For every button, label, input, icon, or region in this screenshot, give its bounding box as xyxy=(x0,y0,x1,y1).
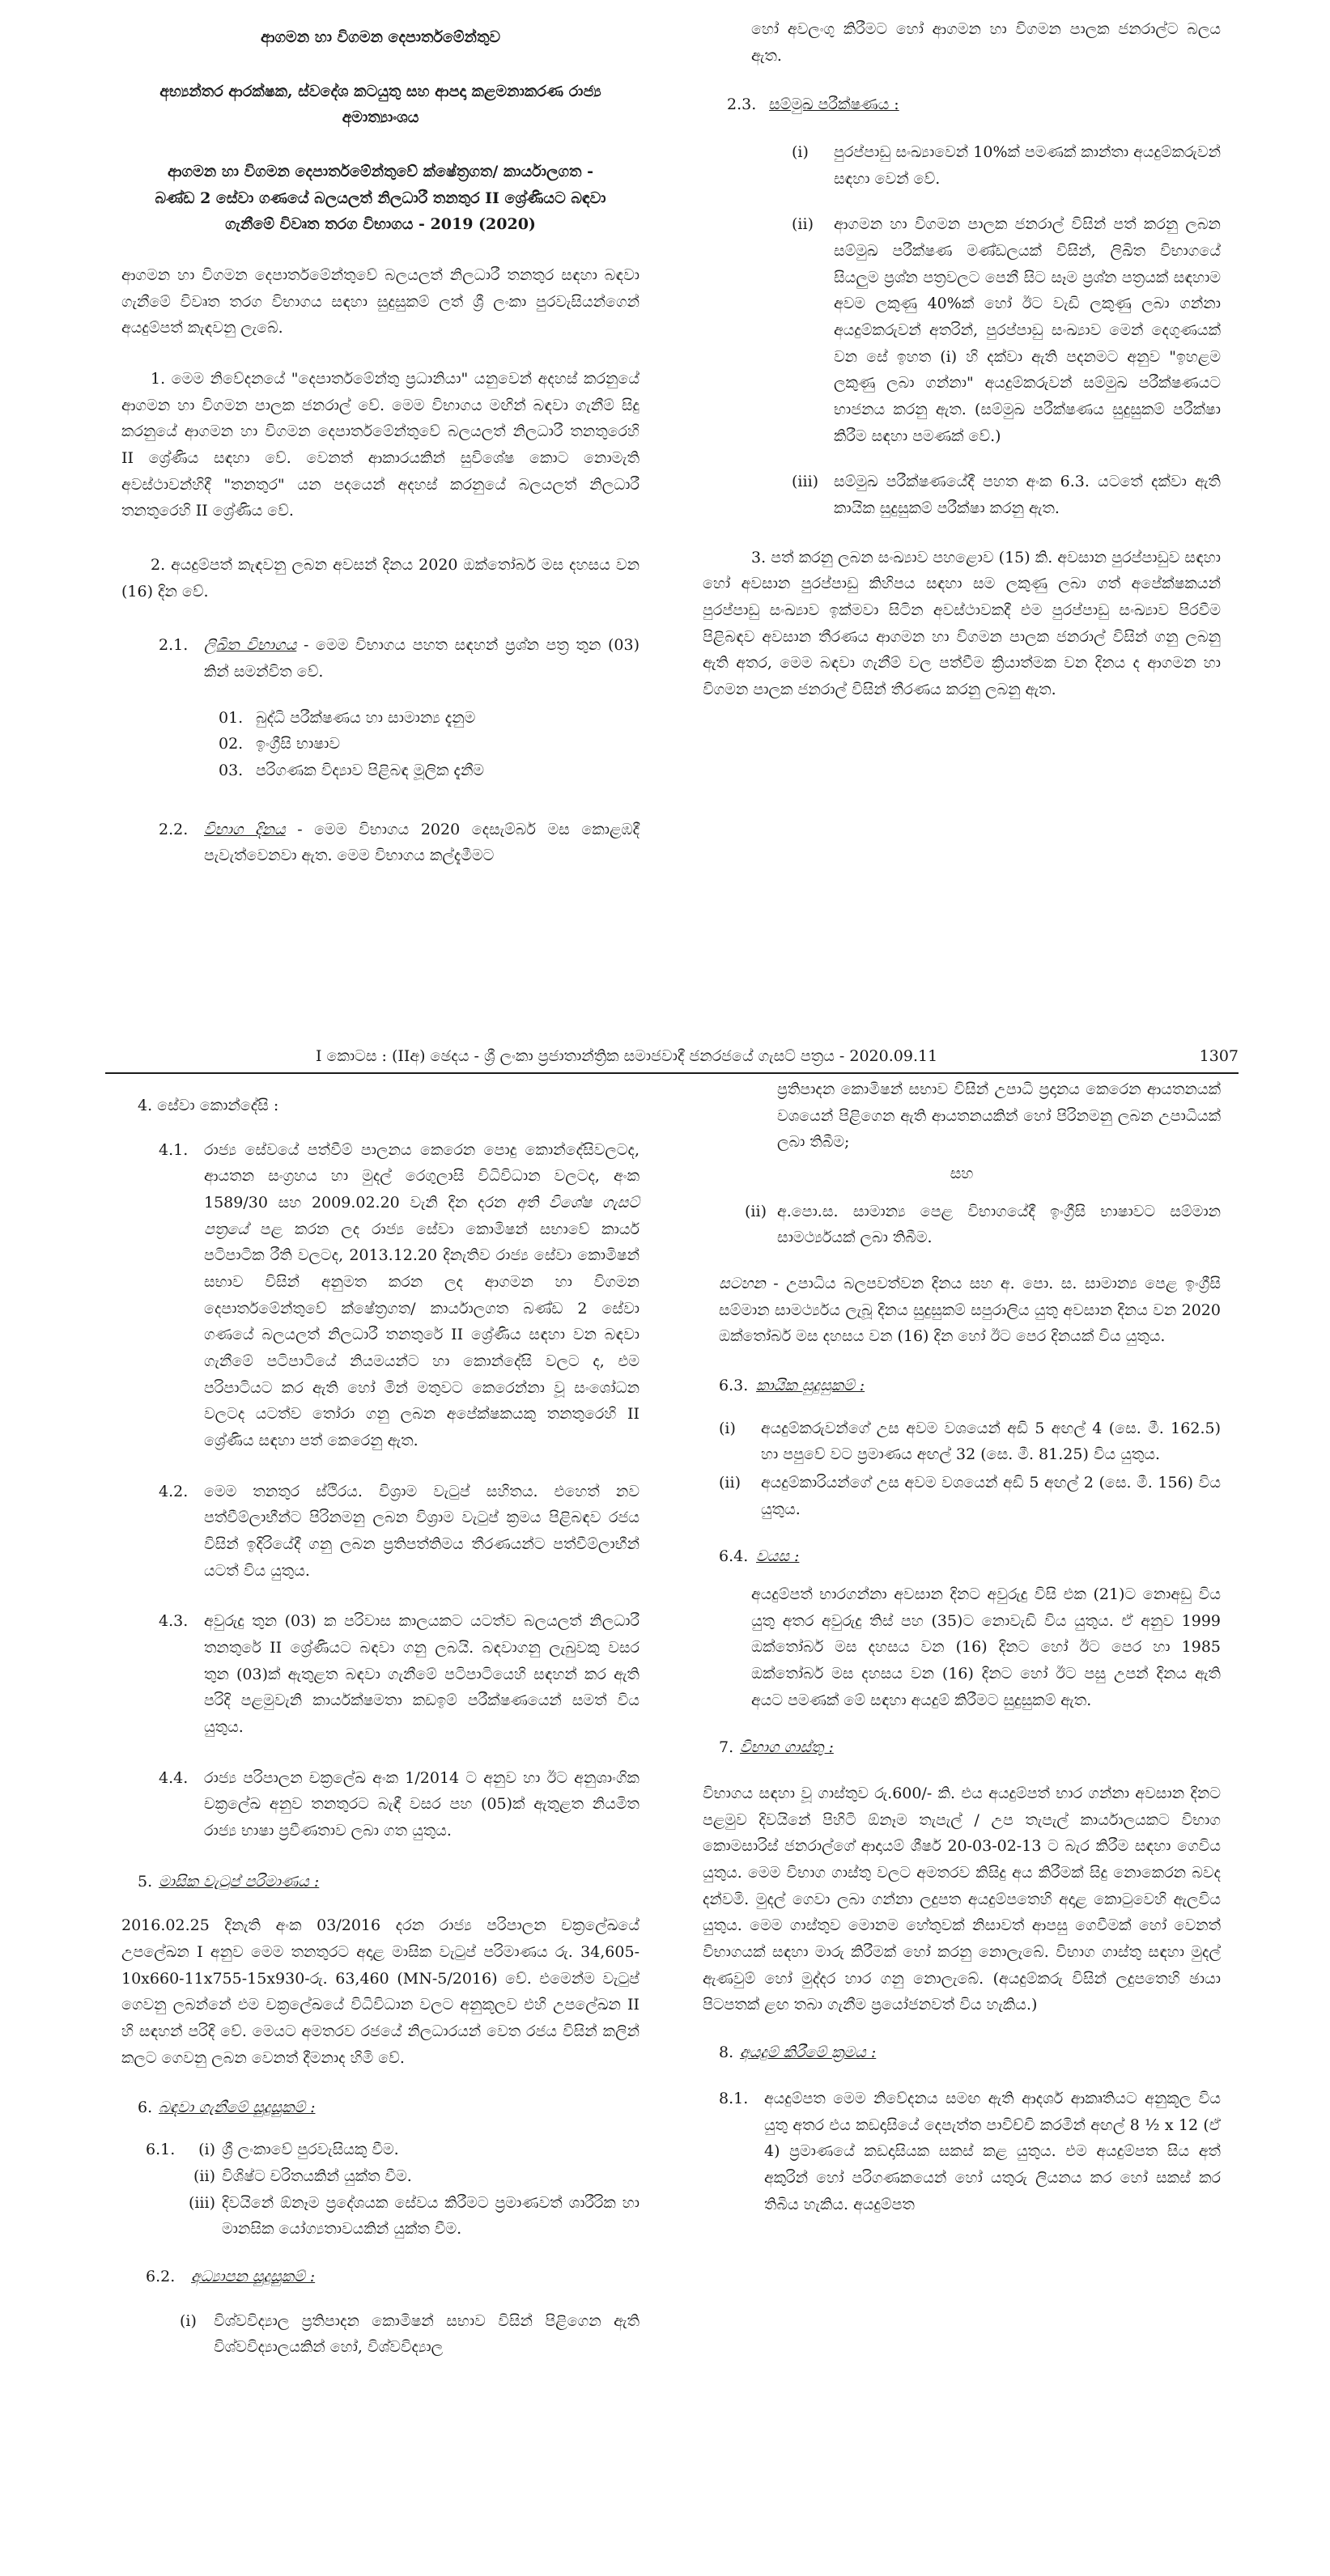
subject-name: ඉංග්‍රීසි භාෂාව xyxy=(256,735,340,753)
section-4-1-text xyxy=(204,1137,640,1454)
item-text: පුරප්පාඩු සංඛ්‍යාවෙන් 10%ක් පමණක් කාන්තා අයදුම්කරුවන් සඳහා වෙන් වේ. xyxy=(834,143,1221,188)
exam-date-heading: විභාග දිනය xyxy=(204,820,286,838)
section-8-1 xyxy=(719,2086,1221,2217)
application-method-heading: අයදුම් කිරීමේ ක්‍රමය : xyxy=(740,2043,877,2062)
section-5-number: 5. xyxy=(138,1872,153,1891)
salary-scale-heading: මාසික වැටුප් පරිමාණය : xyxy=(159,1872,320,1891)
page-number: 1307 xyxy=(1199,1047,1239,1065)
written-exam-description: - මෙම විභාගය පහත සඳහන් ප්‍රශ්න පත්‍ර තුන (03) කින් සමන්විත වේ. xyxy=(204,636,640,681)
section-4-3 xyxy=(159,1608,640,1740)
section-7-heading xyxy=(719,1734,1221,1761)
subject-number: 03. xyxy=(219,762,244,780)
subject-number: 01. xyxy=(219,708,244,727)
item-number: (iii) xyxy=(188,2193,215,2212)
top-right-column xyxy=(703,16,1221,703)
list-item xyxy=(180,2190,640,2243)
section-8-1-number: 8.1. xyxy=(719,2089,749,2107)
conjunction-and: සහ xyxy=(950,1165,974,1183)
section-7-number: 7. xyxy=(719,1738,734,1757)
section-6-2-ii xyxy=(745,1199,1221,1251)
section-4-heading: 4. සේවා කොන්දේසි : xyxy=(138,1097,279,1114)
note xyxy=(719,1271,1221,1350)
interview-items xyxy=(792,139,1221,522)
section-6-3-list xyxy=(719,1415,1221,1523)
continued-text: හෝ අවලංගු කිරීමට හෝ ආගමන හා විගමන පාලක ජනරාල්ට බලය ඇත. xyxy=(751,20,1221,65)
ministry-name: අභ්‍යන්තර ආරක්ෂක, ස්වදේශ කටයුතු සහ ආපදා කළමනාකරණ රාජ්‍ය අමාත්‍යාංශය xyxy=(159,82,601,127)
item-text: අ.පො.ස. සාමාන්‍ය පෙළ විභාගයේදී ඉංග්‍රීසි භාෂාවට සම්මාන සාමර්ථ්‍යයක් ලබා තිබීම. xyxy=(777,1202,1221,1247)
section-6-4-text: අයදුම්පත් භාරගන්නා අවසාන දිනට අවුරුදු විසි එක (21)ට නොඅඩු විය යුතු අතර අවුරුදු තිස් පහ (35)ට නොවැඩි විය යුතුය. ඒ අනුව 1999 ඔක්තෝබර් මස දහසය වන (16) දිනට හෝ ඊට පෙර හා 1985 ඔක්තෝබර් මස දහසය වන (16) දිනට හෝ ඊට පසු උපන් දිනය ඇති අයට පමණක් මේ සඳහා අයදුම් කිරීමට සුදුසුකම් ඇත. xyxy=(751,1585,1221,1709)
section-2-1 xyxy=(159,632,640,685)
section-6-heading xyxy=(138,2094,640,2121)
section-4-3-text: අවුරුදු තුන (03) ක පරිවාස කාලයකට යටත්ව බලයලත් නිලධාරී තනතුරේ II ශ්‍රේණියට බඳවා ගනු ලබයි. බඳවාගනු ලැබුවකු වසර තුන (03)ක් ඇතුළත බඳවා ගැනීමේ පටිපාටියෙහි සඳහන් කර ඇති පරිදි පළමුවැනි කාර්යක්ෂමතා කඩඉම් පරීක්ෂණයෙන් සමත් විය යුතුය. xyxy=(204,1612,640,1737)
section-6-number: 6. xyxy=(138,2098,153,2116)
section-4-4-number: 4.4. xyxy=(159,1768,189,1787)
section-6-2-heading xyxy=(146,2264,640,2290)
item-number: (ii) xyxy=(193,2166,215,2185)
paragraph-2: 2. අයදුම්පත් කැඳවනු ලබන අවසන් දිනය 2020 ඔක්තෝබර් මස දහසය වන (16) දින වේ. xyxy=(121,556,640,601)
item-text: ආගමන හා විගමන පාලක ජනරාල් විසින් පත් කරනු ලබන සම්මුඛ පරීක්ෂණ මණ්ඩලයක් විසින්, ලිඛිත විභාගයේ සියලුම ප්‍රශ්න පත්‍රවලට පෙනී සිට සෑම ප්‍රශ්න පත්‍රයක් සඳහාම අවම ලකුණු 40%ක් හෝ ඊට වැඩි ලකුණු ලබා ගන්නා අයදුම්කරුවන් අතරින්, පුරප්පාඩු සංඛ්‍යාව මෙන් දෙගුණයක් වන සේ ඉහත (i) හි දක්වා ඇති පදනමට අනුව "ඉහළම ලකුණු ලබා ගන්නා" අයදුම්කරුවන් සම්මුඛ පරීක්ෂණයට භාජනය කරනු ඇත. (සම්මුඛ පරීක්ෂණය සුදුසුකම් පරීක්ෂා කිරීම සඳහා පමණක් වේ.) xyxy=(834,215,1221,445)
list-item xyxy=(719,1415,1221,1468)
section-4-1-part-a: රාජ්‍ය සේවයේ පත්වීම් පාලනය කෙරෙන පොදු කොන්දේසිවලටද, ආයතන සංග්‍රහය හා මුදල් රෙගුලාසි විධිවිධාන වලටද, අංක 1589/30 සහ 2009.02.20 වැනි දින දරන xyxy=(204,1140,640,1212)
section-5-text: 2016.02.25 දිනැති අංක 03/2016 දරන රාජ්‍ය පරිපාලන චක්‍රලේඛයේ උපලේඛන I අනුව මෙම තනතුරට අදාළ මාසික වැටුප් පරිමාණය රු. 34,605-10x660-11x755-15x930-රු. 63,460 (MN-5/2016) වේ. එමෙන්ම වැටුප් ගෙවනු ලබන්නේ එම චක්‍රලේඛයේ විධිවිධාන වලට අනුකූලව එහි උපලේඛන II හි සඳහන් පරිදි වේ. මෙයට අමතරව රජයේ නිලධාරයන් වෙත රජය විසින් කලින් කලට ගෙවනු ලබන වෙනත් දීමනාද හිමි වේ. xyxy=(121,1916,640,2067)
section-6-3-number: 6.3. xyxy=(719,1377,749,1395)
list-item xyxy=(719,1470,1221,1522)
section-8-1-text: අයදුම්පත මෙම නිවේදනය සමඟ ඇති ආදර්ශ ආකෘතියට අනුකූල විය යුතු අතර එය කඩදාසියේ දෙපැත්ත පාවිච්චි කරමින් අඟල් 8 ½ x 12 (ඒ 4) ප්‍රමාණයේ කඩදාසියක සකස් කළ යුතුය. එම අයදුම්පත සිය අත් අකුරින් හෝ පරිගණකයෙන් හෝ යතුරු ලියනය කර හෝ සකස් කර තිබිය හැකිය. අයදුම්පත xyxy=(764,2089,1221,2213)
item-number: (i) xyxy=(792,143,809,162)
section-6-1-number: 6.1. xyxy=(146,2141,176,2159)
section-4-2-text: මෙම තනතුර ස්ථිරය. විශ්‍රාම වැටුප් සහිතය. එහෙත් නව පත්වීම්ලාභීන්ට පිරිනමනු ලබන විශ්‍රාම වැටුප් ක්‍රමය පිළිබඳව රජය විසින් ඉදිරියේදී ගනු ලබන ප්‍රතිපත්තිමය තීරණයන්ට පත්වීම්ලාභීන් යටත් විය යුතුය. xyxy=(204,1482,640,1580)
list-item xyxy=(792,139,1221,192)
item-text: විශිෂ්ට චරිතයකින් යුක්ත වීම. xyxy=(222,2166,412,2185)
section-6-1-list xyxy=(180,2137,640,2243)
section-2-1-text xyxy=(204,632,640,685)
section-4-1-part-b: පළ කරන ලද රාජ්‍ය සේවා කොමිෂන් සභාවේ කාර්ය පටිපාටික රීති වලටද, 2013.12.20 දිනැතිව රාජ්‍ය සේවා කොමිෂන් සභාව විසින් අනුමත කරන ලද ආගමන හා විගමන දෙපාර්තමේන්තුවේ ක්ෂේත්‍රගත/ කාර්යාලගත බණ්ඩ 2 සේවා ගණයේ බලයලත් නිලධාරී තනතුරේ II ශ්‍රේණිය සඳහා වන බඳවා ගැනීමේ පටිපාටියේ නියමයන්ට හා කොන්දේසි වලට ද, එම පරිපාටියට කර ඇති හෝ මින් මතුවට කෙරෙන්නා වූ සංශෝධන වලටද යටත්ව තෝරා ගනු ලබන අපේක්ෂකයකු තනතුරෙහි II ශ්‍රේණිය සඳහා පත් කෙරෙනු ඇත. xyxy=(204,1220,640,1450)
list-item xyxy=(180,2137,640,2163)
note-text xyxy=(719,1271,1221,1350)
interview-heading: සම්මුඛ පරීක්ෂණය : xyxy=(769,95,899,114)
item-text: ශ්‍රී ලංකාවේ පුරවැසියකු වීම. xyxy=(222,2141,399,2159)
section-6-4-heading xyxy=(719,1543,1221,1570)
exam-date-description: - මෙම විභාගය 2020 දෙසැම්බර් මස කොළඹදී පැවැත්වෙනවා ඇත. මෙම විභාගය කල්දැමීමට xyxy=(204,820,640,865)
education-heading: අධ්‍යාපන සුදුසුකම් : xyxy=(191,2267,316,2285)
section-6-3-heading xyxy=(719,1373,1221,1399)
section-4-2 xyxy=(159,1479,640,1585)
section-8-number: 8. xyxy=(719,2043,734,2062)
note-body: - උපාධිය බලපවත්වන දිනය සහ අ. පො. ස. සාමාන්‍ය පෙළ ඉංග්‍රීසි සම්මාන සාමර්ථ්‍යය ලැබූ දිනය සුදුසුකම් සපුරාලිය යුතු අවසාන දිනය වන 2020 ඔක්තෝබර් මස දහසය වන (16) දින හෝ ඊට පෙර දිනයක් විය යුතුය. xyxy=(719,1275,1221,1346)
top-left-column xyxy=(121,24,640,869)
list-item xyxy=(219,731,640,758)
section-6-2-i xyxy=(180,2308,640,2361)
intro-paragraph: ආගමන හා විගමන දෙපාර්තමේන්තුවේ බලයලත් නිලධාරී තනතුර සඳහා බඳවා ගැනීමේ විවෘත තරග විභාගය සඳහා සුදුසුකම් ලත් ශ්‍රී ලංකා පුරවැසියන්ගෙන් අයදුම්පත් කැඳවනු ලැබේ. xyxy=(121,266,640,337)
item-text: විශ්වවිද්‍යාල ප්‍රතිපාදන කොමිෂන් සභාව විසින් පිළිගෙන ඇති විශ්වවිද්‍යාලයකින් හෝ, විශ්වවිද්‍යාල xyxy=(214,2311,640,2357)
section-7-text: විභාගය සඳහා වූ ගාස්තුව රු.600/- කි. එය අයදුම්පත් භාර ගන්නා අවසාන දිනට පළමුව දිවයිනේ පිහිටි ඕනෑම තැපැල් / උප තැපැල් කාර්යාලයකට විභාග කොමසාරිස් ජනරාල්ගේ ආදායම් ශීර්ෂ 20-03-02-13 ට බැර කිරීම සඳහා ගෙවිය යුතුය. මෙම විභාග ගාස්තු වලට අමතරව කිසිදු අය කිරීමක් සිදු නොකෙරන බවද දන්වමි. මුදල් ගෙවා ලබා ගන්නා ලදුපත අයදුම්පතෙහි අදාළ කොටුවෙහි ඇලවිය යුතුය. මෙම ගාස්තුව මොනම හේතුවක් නිසාවත් ආපසු ගෙවීමක් හෝ වෙනත් විභාගයක් සඳහා මාරු කිරීමක් හෝ කරනු නොලැබේ. විභාග ගාස්තු සඳහා මුදල් ඇණවුම් හෝ මුද්දර හාර ගනු නොලැබේ. (අයදුම්කරු විසින් ලදුපතෙහි ඡායා පිටපතක් ළඟ තබා ගැනීම ප්‍රයෝජනවත් විය හැකිය.) xyxy=(703,1785,1221,2014)
qualifications-heading: බඳවා ගැනීමේ සුදුසුකම් : xyxy=(159,2098,316,2116)
section-8-heading xyxy=(719,2039,1221,2066)
section-6-2-number: 6.2. xyxy=(146,2267,176,2285)
section-2-2 xyxy=(159,817,640,869)
list-item xyxy=(219,758,640,784)
section-2-2-text xyxy=(204,817,640,869)
section-2-1-number: 2.1. xyxy=(159,636,189,655)
section-4-3-number: 4.3. xyxy=(159,1612,189,1631)
subject-name: බුද්ධි පරීක්ෂණය හා සාමාන්‍ය දැනුම xyxy=(256,708,476,727)
item-number: (i) xyxy=(719,1419,736,1437)
age-heading: වයස : xyxy=(756,1547,800,1566)
subject-name: පරිගණක විද්‍යාව පිළිබඳ මූලික දැනීම xyxy=(256,762,485,780)
subject-number: 02. xyxy=(219,735,244,753)
item-text: අයදුම්කරුවන්ගේ උස අවම වශයෙන් අඩි 5 අඟල් 4 (සෙ. මී. 162.5) හා පපුවේ වට ප්‍රමාණය අඟල් 32 (සෙ. මී. 81.25) විය යුතුය. xyxy=(761,1419,1221,1464)
section-4-4 xyxy=(159,1765,640,1844)
item-number: (iii) xyxy=(792,473,819,491)
gazette-title: I කොටස : (IIඅ) ඡෙදය - ශ්‍රී ලංකා ප්‍රජාතාන්ත්‍රික සමාජවාදී ජනරජයේ ගැසට් පත්‍රය - 2020.09.11 xyxy=(316,1047,938,1065)
list-item xyxy=(792,469,1221,521)
bottom-right-column xyxy=(703,1076,1221,2217)
gazette-header xyxy=(105,1040,1239,1074)
section-2-2-number: 2.2. xyxy=(159,820,189,838)
subject-list xyxy=(219,705,640,784)
list-item xyxy=(219,705,640,732)
item-text: අයදුම්කාරියන්ගේ උස අවම වශයෙන් අඩි 5 අඟල් 2 (සෙ. මී. 156) විය යුතුය. xyxy=(761,1474,1221,1518)
item-number: (ii) xyxy=(719,1474,741,1492)
section-4-4-text: රාජ්‍ය පරිපාලන චක්‍රලේඛ අංක 1/2014 ට අනුව හා ඊට අනුශාංගික චක්‍රලේඛ අනුව තනතුරට බැඳී වසර පහ (05)ක් ඇතුළත නියමිත රාජ්‍ය භාෂා ප්‍රවීණතාව ලබා ගත යුතුය. xyxy=(204,1768,640,1840)
item-number: (i) xyxy=(180,2311,197,2330)
item-number: (i) xyxy=(198,2141,215,2159)
item-number: (ii) xyxy=(745,1202,767,1220)
item-number: (ii) xyxy=(792,215,814,234)
paragraph-1: 1. මෙම නිවේදනයේ "දෙපාර්තමේන්තු ප්‍රධානියා" යනුවෙන් අදහස් කරනුයේ ආගමන හා විගමන පාලක ජනරාල් වේ. මෙම විභාගය මඟින් බඳවා ගැනීම් සිදු කරනුයේ ආගමන හා විගමන දෙපාර්තමේන්තුවේ බලයලත් නිලධාරී තනතුරෙහි II ශ්‍රේණිය සඳහා වේ. වෙනත් ආකාරයකින් සුවිශේෂ කොට නොමැති අවස්ථාවන්හිදී "තනතුර" යන පදයෙන් අදහස් කරනුයේ බලයලත් නිලධාරී තනතුරෙහි II ශ්‍රේණිය වේ. xyxy=(121,370,640,520)
written-exam-heading: ලිඛිත විභාගය xyxy=(204,636,297,655)
list-item xyxy=(180,2163,640,2190)
list-item xyxy=(792,211,1221,449)
section-6-2-continued: ප්‍රතිපාදන කොමිෂන් සභාව විසින් උපාධි ප්‍රදානය කෙරෙන ආයතනයක් වශයෙන් පිළිගෙන ඇති ආයතනයකින් හෝ පිරිනමනු ලබන උපාධියක් ලබා තිබීම; xyxy=(777,1080,1221,1152)
department-name: ආගමන හා විගමන දෙපාර්තමේන්තුව xyxy=(260,28,501,46)
exam-title: ආගමන හා විගමන දෙපාර්තමේන්තුවේ ක්ෂේත්‍රගත/ කාර්යාලගත - බණ්ඩ 2 සේවා ගණයේ බලයලත් නිලධාරී තනතුර II ශ්‍රේණියට බඳවා ගැනීමේ විවෘත තරග විභාගය - 2019 (2020) xyxy=(155,163,606,234)
gazette-reference: අති විශේෂ ගැසට් පත්‍රයේ xyxy=(204,1194,640,1238)
section-6-4-number: 6.4. xyxy=(719,1547,749,1566)
section-5-heading xyxy=(138,1869,640,1895)
paragraph-3: 3. පත් කරනු ලබන සංඛ්‍යාව පහළොව (15) කි. අවසාන පුරප්පාඩුව සඳහා හෝ අවසාන පුරප්පාඩු කිහිපය සඳහා සම ලකුණු ලබා ගත් අපේක්ෂකයන් පුරප්පාඩු සංඛ්‍යාව ඉක්මවා සිටින අවස්ථාවකදී එම පුරප්පාඩු සංඛ්‍යාව පිරවීම පිළිබඳව අවසාන තීරණය ආගමන හා විගමන පාලක ජනරාල් විසින් ගනු ලබනු ඇති අතර, මෙම බඳවා ගැනීම් වල පත්වීම ක්‍රියාත්මක වන දිනය ද ආගමන හා විගමන පාලක ජනරාල් විසින් තීරණය කරනු ලබනු ඇත. xyxy=(703,548,1221,699)
note-heading: සටහන xyxy=(719,1275,766,1293)
section-2-3-number: 2.3. xyxy=(727,95,757,114)
physical-qualifications-heading: කායික සුදුසුකම් : xyxy=(756,1377,865,1395)
section-4-1-number: 4.1. xyxy=(159,1140,189,1159)
section-4-2-number: 4.2. xyxy=(159,1482,189,1500)
section-4-1 xyxy=(159,1137,640,1454)
section-6-1 xyxy=(146,2137,640,2243)
exam-fee-heading: විභාග ගාස්තු : xyxy=(740,1738,834,1757)
item-text: සම්මුඛ පරීක්ෂණයේදී පහත අංක 6.3. යටතේ දක්වා ඇති කායික සුදුසුකම් පරීක්ෂා කරනු ඇත. xyxy=(834,473,1221,518)
section-2-3 xyxy=(727,91,1221,118)
item-text: දිවයිනේ ඕනෑම ප්‍රදේශයක සේවය කිරීමට ප්‍රමාණවත් ශාරීරික හා මානසික යෝග්‍යතාවයකින් යුක්ත වීම. xyxy=(222,2193,640,2239)
bottom-left-column xyxy=(121,1093,640,2361)
